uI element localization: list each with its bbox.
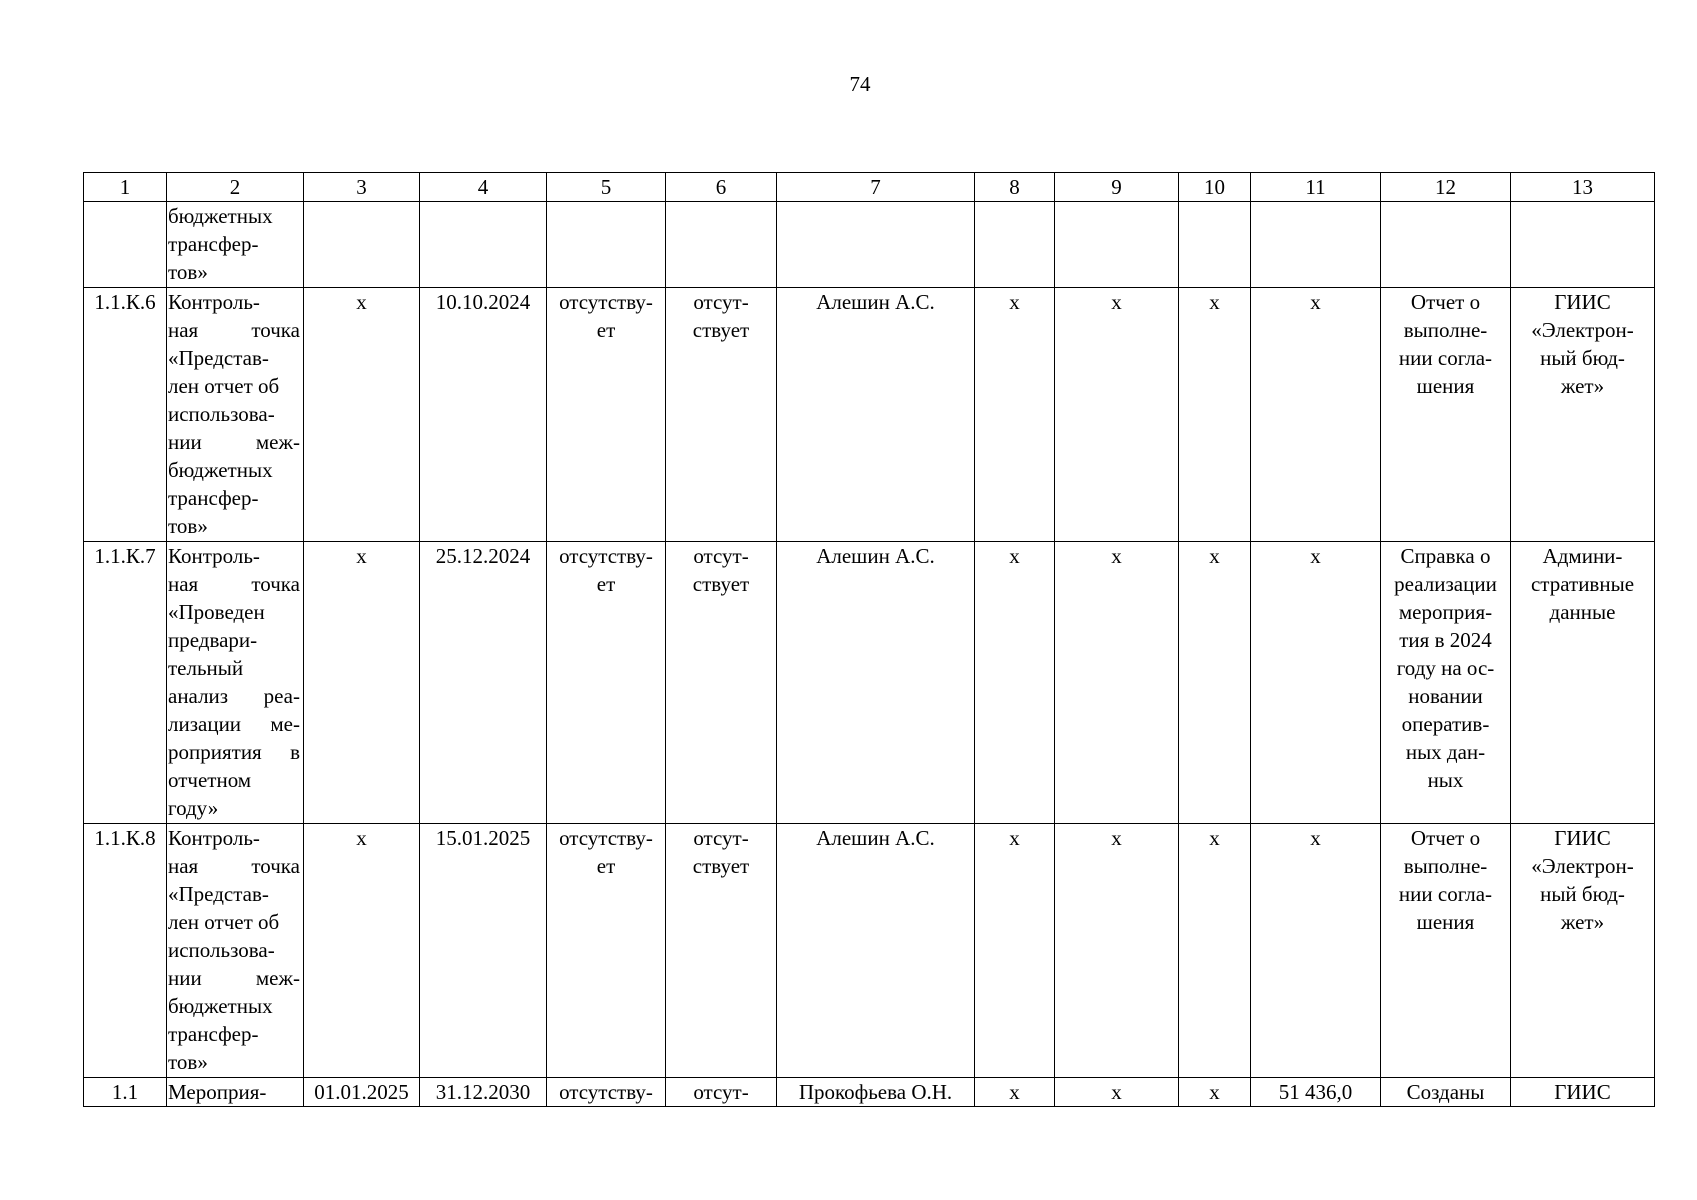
table-cell: х bbox=[975, 1078, 1055, 1107]
cell-line: Контроль- bbox=[168, 544, 260, 568]
table-cell: х bbox=[975, 288, 1055, 542]
table-cell bbox=[666, 824, 777, 1078]
event-name-cell: Мероприя- bbox=[167, 1078, 304, 1107]
cell-line: шения bbox=[1416, 374, 1475, 398]
cell-line: ГИИС bbox=[1554, 826, 1611, 850]
cell-line: Контроль- bbox=[168, 826, 260, 850]
column-number: 6 bbox=[666, 173, 777, 202]
cell-line: отсут- bbox=[693, 290, 749, 314]
responsible-cell: Алешин А.С. bbox=[777, 288, 975, 542]
result-cell bbox=[1381, 542, 1511, 824]
cell-line: ный бюд- bbox=[1540, 882, 1625, 906]
column-number: 11 bbox=[1251, 173, 1381, 202]
cell-line: отсут- bbox=[693, 544, 749, 568]
cell-line: жет» bbox=[1560, 374, 1605, 398]
start-date-cell: х bbox=[304, 542, 420, 824]
cell-line: выполне- bbox=[1403, 854, 1488, 878]
cell-line: выполне- bbox=[1403, 318, 1488, 342]
source-cell bbox=[1511, 542, 1655, 824]
row-number: 1.1.К.8 bbox=[84, 824, 167, 1078]
column-number: 5 bbox=[547, 173, 666, 202]
cell-line: ная точка bbox=[168, 572, 300, 596]
cell-line: ГИИС bbox=[1554, 290, 1611, 314]
table-cell: х bbox=[1055, 824, 1179, 1078]
result-cell bbox=[1381, 288, 1511, 542]
table-cell: х bbox=[975, 542, 1055, 824]
cell-line: году на ос- bbox=[1396, 656, 1495, 680]
cell-line: жет» bbox=[1560, 910, 1605, 934]
table-cell: х bbox=[1055, 542, 1179, 824]
cell-line: «Электрон- bbox=[1531, 854, 1634, 878]
table-row bbox=[84, 288, 1655, 542]
cell-line: тельный bbox=[168, 656, 244, 680]
cell-line: ет bbox=[596, 318, 616, 342]
cell-line: бюджетных bbox=[168, 458, 273, 482]
document-table bbox=[83, 172, 1655, 1107]
column-number: 9 bbox=[1055, 173, 1179, 202]
cell-line: тов» bbox=[168, 514, 208, 538]
cell-line: нии меж- bbox=[168, 430, 300, 454]
cell-line: анализ реа- bbox=[168, 684, 300, 708]
cell-line: тов» bbox=[168, 260, 208, 284]
cell-line: данные bbox=[1549, 600, 1616, 624]
table-cell bbox=[547, 824, 666, 1078]
table-cell: х bbox=[975, 824, 1055, 1078]
start-date-cell: 01.01.2025 bbox=[304, 1078, 420, 1107]
responsible-cell: Прокофьева О.Н. bbox=[777, 1078, 975, 1107]
amount-cell: х bbox=[1251, 542, 1381, 824]
column-number: 8 bbox=[975, 173, 1055, 202]
cell-line: ствует bbox=[692, 572, 750, 596]
cell-line: отсутству- bbox=[559, 544, 653, 568]
cell-line: ет bbox=[596, 572, 616, 596]
cell-line: Контроль- bbox=[168, 290, 260, 314]
cell-line: шения bbox=[1416, 910, 1475, 934]
responsible-cell: Алешин А.С. bbox=[777, 542, 975, 824]
cell-line: трансфер- bbox=[168, 486, 259, 510]
cell-line: трансфер- bbox=[168, 232, 259, 256]
table-cell bbox=[666, 288, 777, 542]
cell-line: Админи- bbox=[1542, 544, 1623, 568]
cell-line: отсут- bbox=[693, 826, 749, 850]
column-number: 4 bbox=[420, 173, 547, 202]
cell-line: роприятия в bbox=[168, 740, 300, 764]
table-cell: х bbox=[1179, 1078, 1251, 1107]
cell-line: трансфер- bbox=[168, 1022, 259, 1046]
cell-line: отчетном bbox=[168, 768, 252, 792]
table-cell: отсутству- bbox=[547, 1078, 666, 1107]
cell-line: мероприя- bbox=[1398, 600, 1493, 624]
cell-line: использова- bbox=[168, 402, 275, 426]
column-number: 3 bbox=[304, 173, 420, 202]
column-number: 2 bbox=[167, 173, 304, 202]
end-date-cell: 31.12.2030 bbox=[420, 1078, 547, 1107]
table-row bbox=[84, 542, 1655, 824]
cell-line: нии согла- bbox=[1398, 882, 1493, 906]
cell-line: бюджетных bbox=[168, 204, 273, 228]
result-cell: Созданы bbox=[1381, 1078, 1511, 1107]
table-cell: х bbox=[1055, 1078, 1179, 1107]
responsible-cell: Алешин А.С. bbox=[777, 824, 975, 1078]
cell-line: тов» bbox=[168, 1050, 208, 1074]
cell-line: «Проведен bbox=[168, 600, 265, 624]
cell-line: ная точка bbox=[168, 854, 300, 878]
column-number-row bbox=[84, 173, 1655, 202]
column-number: 10 bbox=[1179, 173, 1251, 202]
cell-line: ствует bbox=[692, 854, 750, 878]
table-row bbox=[84, 1078, 1655, 1107]
cell-line: лизации ме- bbox=[168, 712, 300, 736]
end-date-cell: 10.10.2024 bbox=[420, 288, 547, 542]
table-cell bbox=[547, 542, 666, 824]
table-cell: х bbox=[1179, 288, 1251, 542]
table-row bbox=[84, 824, 1655, 1078]
column-number: 7 bbox=[777, 173, 975, 202]
page-number: 74 bbox=[849, 72, 871, 96]
cell-line: ных дан- bbox=[1405, 740, 1486, 764]
end-date-cell: 15.01.2025 bbox=[420, 824, 547, 1078]
table-cell: отсут- bbox=[666, 1078, 777, 1107]
cell-line: «Электрон- bbox=[1531, 318, 1634, 342]
amount-cell: х bbox=[1251, 288, 1381, 542]
cell-line: ет bbox=[596, 854, 616, 878]
table-cell bbox=[547, 288, 666, 542]
cell-line: Отчет о bbox=[1410, 290, 1481, 314]
cell-line: нии меж- bbox=[168, 966, 300, 990]
cell-line: Отчет о bbox=[1410, 826, 1481, 850]
source-cell bbox=[1511, 824, 1655, 1078]
table-cell bbox=[84, 202, 167, 288]
source-cell: ГИИС bbox=[1511, 1078, 1655, 1107]
column-number: 13 bbox=[1511, 173, 1655, 202]
start-date-cell: х bbox=[304, 288, 420, 542]
column-number: 12 bbox=[1381, 173, 1511, 202]
event-name-cell bbox=[167, 542, 304, 824]
event-name-cell bbox=[167, 824, 304, 1078]
result-cell bbox=[1381, 824, 1511, 1078]
event-name-cell bbox=[167, 288, 304, 542]
cell-line: ная точка bbox=[168, 318, 300, 342]
cell-line: ных bbox=[1427, 768, 1464, 792]
table-cell: х bbox=[1055, 288, 1179, 542]
amount-cell: х bbox=[1251, 824, 1381, 1078]
cell-line: отсутству- bbox=[559, 290, 653, 314]
table-cell bbox=[666, 542, 777, 824]
start-date-cell: х bbox=[304, 824, 420, 1078]
cell-line: нии согла- bbox=[1398, 346, 1493, 370]
row-number: 1.1.К.7 bbox=[84, 542, 167, 824]
cell-line: ствует bbox=[692, 318, 750, 342]
cell-line: Справка о bbox=[1400, 544, 1491, 568]
end-date-cell: 25.12.2024 bbox=[420, 542, 547, 824]
cell-line: году» bbox=[168, 796, 219, 820]
cell-line: оператив- bbox=[1401, 712, 1490, 736]
cell-line: реализации bbox=[1394, 572, 1497, 596]
row-number: 1.1.К.6 bbox=[84, 288, 167, 542]
cell-line: новании bbox=[1408, 684, 1483, 708]
cell-line: тия в 2024 bbox=[1399, 628, 1492, 652]
cell-line: лен отчет об bbox=[168, 374, 280, 398]
event-name-cell bbox=[167, 202, 304, 288]
cell-line: лен отчет об bbox=[168, 910, 280, 934]
cell-line: «Представ- bbox=[168, 882, 269, 906]
source-cell bbox=[1511, 288, 1655, 542]
cell-line: ный бюд- bbox=[1540, 346, 1625, 370]
cell-line: отсутству- bbox=[559, 826, 653, 850]
cell-line: использова- bbox=[168, 938, 275, 962]
cell-line: стративные bbox=[1530, 572, 1635, 596]
column-number: 1 bbox=[84, 173, 167, 202]
table-cell: х bbox=[1179, 824, 1251, 1078]
cell-line: бюджетных bbox=[168, 994, 273, 1018]
table-row bbox=[84, 202, 1655, 288]
table-cell: х bbox=[1179, 542, 1251, 824]
cell-line: «Представ- bbox=[168, 346, 269, 370]
amount-cell: 51 436,0 bbox=[1251, 1078, 1381, 1107]
row-number: 1.1 bbox=[84, 1078, 167, 1107]
cell-line: предвари- bbox=[168, 628, 258, 652]
